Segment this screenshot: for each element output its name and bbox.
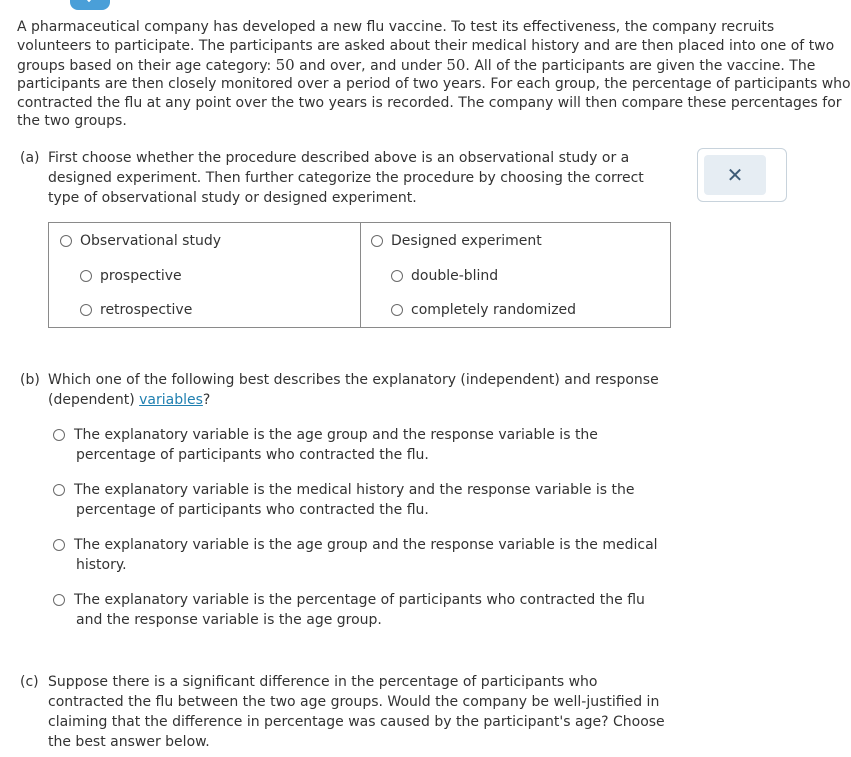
question-line: Suppose there is a significant difference in the percentage of participants who — [48, 674, 598, 690]
radio-button[interactable] — [53, 539, 65, 551]
collapse-tab[interactable] — [70, 0, 110, 10]
question-line: (dependent) variables? — [48, 392, 211, 408]
radio-button[interactable] — [53, 429, 65, 441]
question-line: First choose whether the procedure described above is an observational study or a — [48, 150, 630, 166]
intro-line: groups based on their age category: 50 and over, and under 50. All of the participants are given the vaccine. The — [17, 56, 816, 74]
intro-line: the two groups. — [17, 113, 127, 129]
radio-button[interactable] — [371, 235, 383, 247]
age-number: 50 — [446, 56, 466, 74]
age-number: 50 — [275, 56, 295, 74]
intro-line: contracted the flu at any point over the two years is recorded. The company will then compare these percentages for — [17, 95, 842, 111]
radio-button[interactable] — [391, 270, 403, 282]
study-type-table — [48, 222, 671, 328]
option-observational-study[interactable]: Observational study — [60, 232, 221, 250]
chevron-down-icon — [82, 0, 96, 2]
column-divider — [360, 223, 361, 327]
option-designed-experiment[interactable]: Designed experiment — [371, 232, 542, 250]
question-line: the best answer below. — [48, 734, 210, 750]
close-icon: ✕ — [726, 163, 744, 187]
option-completely-randomized[interactable]: completely randomized — [391, 301, 576, 319]
question-line: claiming that the difference in percentage was caused by the participant's age? Choose — [48, 714, 665, 730]
question-line: Which one of the following best describes the explanatory (independent) and response — [48, 372, 659, 388]
intro-line: A pharmaceutical company has developed a new flu vaccine. To test its effectiveness, the company recruits — [17, 19, 775, 35]
radio-button[interactable] — [53, 594, 65, 606]
variables-link[interactable]: variables — [139, 392, 203, 408]
part-c-label: (c) — [20, 674, 39, 690]
question-line: contracted the flu between the two age groups. Would the company be well-justified in — [48, 694, 660, 710]
radio-button[interactable] — [80, 304, 92, 316]
radio-button[interactable] — [60, 235, 72, 247]
question-line: type of observational study or designed experiment. — [48, 190, 417, 206]
intro-line: participants are then closely monitored over a period of two years. For each group, the percentage of participants who — [17, 76, 851, 92]
option-double-blind[interactable]: double-blind — [391, 267, 498, 285]
radio-button[interactable] — [391, 304, 403, 316]
question-line: designed experiment. Then further categorize the procedure by choosing the correct — [48, 170, 644, 186]
option-prospective[interactable]: prospective — [80, 267, 182, 285]
radio-button[interactable] — [80, 270, 92, 282]
radio-button[interactable] — [53, 484, 65, 496]
close-panel — [697, 148, 787, 202]
part-b-label: (b) — [20, 372, 40, 388]
option-retrospective[interactable]: retrospective — [80, 301, 192, 319]
problem-statement — [17, 18, 851, 131]
close-button[interactable] — [704, 155, 766, 195]
intro-line: volunteers to participate. The participants are asked about their medical history and are then placed into one of two — [17, 38, 835, 54]
part-a-label: (a) — [20, 150, 40, 166]
